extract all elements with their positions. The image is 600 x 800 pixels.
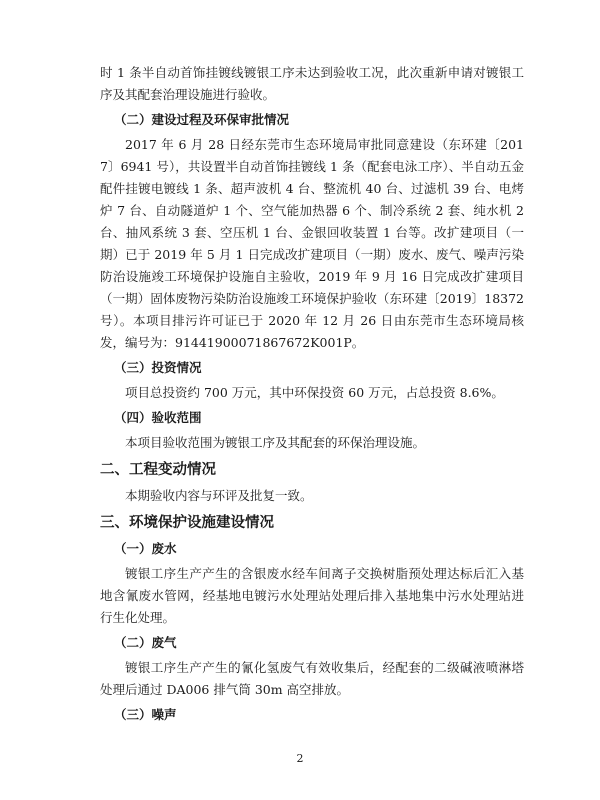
intro-continuation-paragraph: 时 1 条半自动首饰挂镀线镀银工序未达到验收工况，此次重新申请对镀银工序及其配套治理设施进行验收。 [100, 65, 524, 102]
investment-paragraph: 项目总投资约 700 万元，其中环保投资 60 万元，占总投资 8.6%。 [125, 385, 504, 400]
env-protection-heading: 三、环境保护设施建设情况 [100, 515, 274, 531]
page-number: 2 [296, 752, 304, 765]
document-body [100, 62, 524, 729]
waste-gas-subheading: （二）废气 [114, 635, 177, 650]
construction-history-paragraph: 2017 年 6 月 28 日经东莞市生态环境局审批同意建设（东环建〔2017〕6941 号），共设置半自动首饰挂镀线 1 条（配套电泳工序）、半自动五金配件挂镀电镀线 1 条、超声波机 4 台、整流机 40 台、过滤机 39 台、电烤炉 7 台、自动隧道炉 1 个、空气能加热器 6 个、制冷系统 2 套、纯水机 2 台、抽风系统 3 套、空压机 1 台、金银回收装置 1 台等。改扩建项目（一期）已于 2019 年 5 月 1 日完成改扩建项目（一期）废水、废气、噪声污染防治设施竣工环境保护设施自主验收，2019 年 9 月 16 日完成改扩建项目（一期）固体废物污染防治设施竣工环境保护验收（东环建〔2019〕18372 号）。本项目排污许可证已于 2020 年 12 月 26 日由东莞市生态环境局核发，编号为：91441900071867672K001P。 [100, 137, 524, 350]
engineering-changes-heading: 二、工程变动情况 [100, 462, 216, 478]
noise-subheading: （三）噪声 [114, 707, 177, 722]
waste-gas-paragraph: 镀银工序生产产生的氰化氢废气有效收集后，经配套的二级碱液喷淋塔处理后通过 DA006 排气筒 30m 高空排放。 [100, 660, 524, 697]
construction-process-subheading: （二）建设过程及环保审批情况 [114, 112, 290, 127]
changes-paragraph: 本期验收内容与环评及批复一致。 [125, 488, 313, 503]
investment-subheading: （三）投资情况 [114, 360, 202, 375]
scope-subheading: （四）验收范围 [114, 410, 202, 425]
wastewater-subheading: （一）废水 [114, 541, 177, 556]
scope-paragraph: 本项目验收范围为镀银工序及其配套的环保治理设施。 [125, 435, 426, 450]
wastewater-paragraph: 镀银工序生产产生的含银废水经车间离子交换树脂预处理达标后汇入基地含氰废水管网，经基地电镀污水处理站处理后排入基地集中污水处理站进行生化处理。 [100, 566, 524, 625]
